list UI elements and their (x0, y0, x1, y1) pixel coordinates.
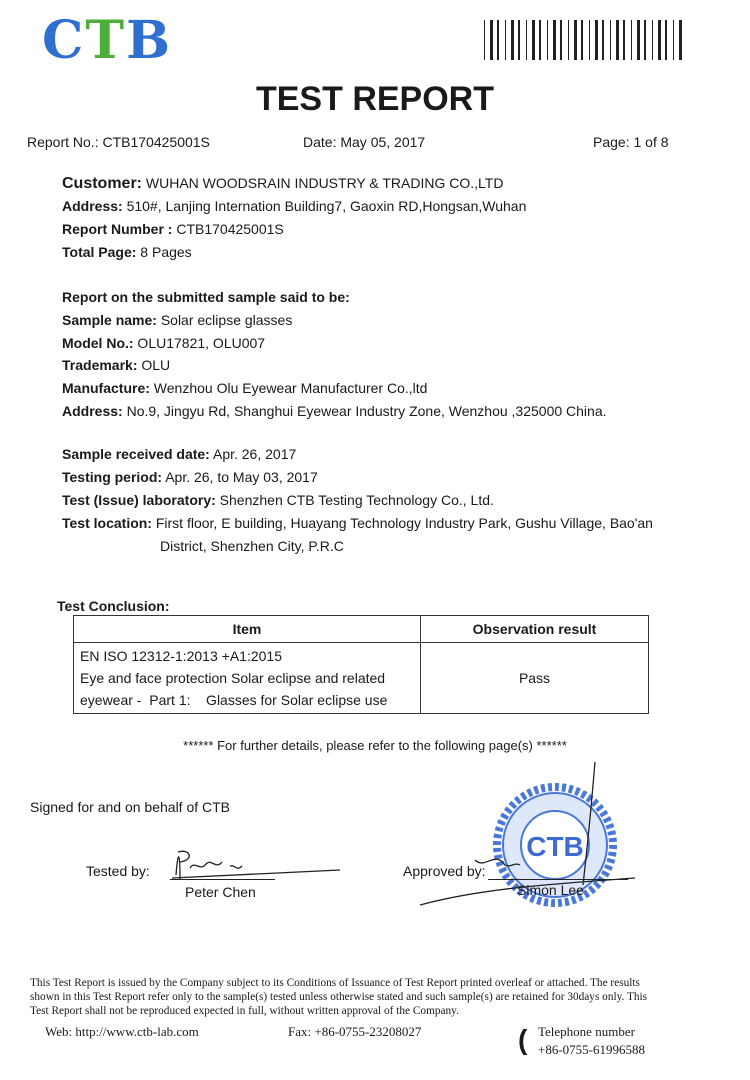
disclaimer-line: shown in this Test Report refer only to the sample(s) tested unless otherwise stated and such sample(s) are retained for 30days only. This (30, 991, 648, 1003)
location-line2: District, Shenzhen City, P.R.C (160, 538, 344, 554)
manufacture-row: Manufacture: Wenzhou Olu Eyewear Manufacturer Co.,ltd (62, 380, 428, 396)
conclusion-label: Test Conclusion: (57, 598, 170, 614)
item-line: eyewear - Part 1: Glasses for Solar eclipse use (80, 692, 388, 708)
report-number-row: Report Number : CTB170425001S (62, 221, 284, 237)
item-line: EN ISO 12312-1:2013 +A1:2015 (80, 648, 282, 664)
barcode (484, 20, 684, 60)
disclaimer (30, 976, 647, 1018)
header-result: Observation result (421, 616, 649, 643)
disclaimer-line: This Test Report is issued by the Company subject to its Conditions of Issuance of Test Report printed overleaf or attached. The results (30, 977, 640, 989)
details-note: ****** For further details, please refer to the following page(s) ****** (183, 738, 567, 753)
tested-by-label: Tested by: (86, 863, 150, 879)
disclaimer-line: Test Report shall not be reproduced expected in full, without written approval of the Company. (30, 1005, 459, 1017)
lab-row: Test (Issue) laboratory: Shenzhen CTB Testing Technology Co., Ltd. (62, 492, 494, 508)
item-cell (74, 643, 421, 714)
sample-name-row: Sample name: Solar eclipse glasses (62, 312, 293, 328)
sample-intro: Report on the submitted sample said to be: (62, 289, 350, 305)
web-link[interactable]: Web: http://www.ctb-lab.com (45, 1024, 199, 1039)
header-item: Item (74, 616, 421, 643)
trademark-row: Trademark: OLU (62, 357, 171, 373)
signed-for: Signed for and on behalf of CTB (30, 799, 231, 815)
telephone-label: Telephone number (538, 1024, 635, 1039)
customer-row: Customer: WUHAN WOODSRAIN INDUSTRY & TRADING CO.,LTD (62, 175, 504, 192)
period-row: Testing period: Apr. 26, to May 03, 2017 (62, 469, 318, 485)
location-row: Test location: First floor, E building, Huayang Technology Industry Park, Gushu Village, Bao'an (62, 515, 653, 531)
conclusion-table (73, 615, 649, 714)
approved-by-label: Approved by: (403, 863, 486, 879)
fax: Fax: +86-0755-23208027 (288, 1024, 422, 1039)
item-line: Eye and face protection Solar eclipse and related (80, 670, 386, 686)
total-page-row: Total Page: 8 Pages (62, 244, 192, 260)
report-number: Report No.: CTB170425001S (27, 134, 210, 150)
manufacture-address-row: Address: No.9, Jingyu Rd, Shanghui Eyewear Industry Zone, Wenzhou ,325000 China. (62, 403, 607, 419)
page-title: TEST REPORT (255, 80, 495, 118)
model-row: Model No.: OLU17821, OLU007 (62, 335, 266, 351)
received-row: Sample received date: Apr. 26, 2017 (62, 446, 297, 462)
telephone-number: +86-0755-61996588 (538, 1042, 645, 1057)
svg-text:CTB: CTB (526, 831, 584, 862)
report-date: Date: May 05, 2017 (303, 134, 426, 150)
result-cell: Pass (421, 643, 649, 714)
phone-icon: ( (518, 1024, 528, 1055)
page-number: Page: 1 of 8 (593, 134, 669, 150)
ctb-logo: CTB (42, 10, 173, 71)
tester-name: Peter Chen (185, 884, 256, 900)
approver-name: Simon Lee (517, 882, 584, 898)
customer-address-row: Address: 510#, Lanjing Internation Building7, Gaoxin RD,Hongsan,Wuhan (62, 198, 527, 214)
